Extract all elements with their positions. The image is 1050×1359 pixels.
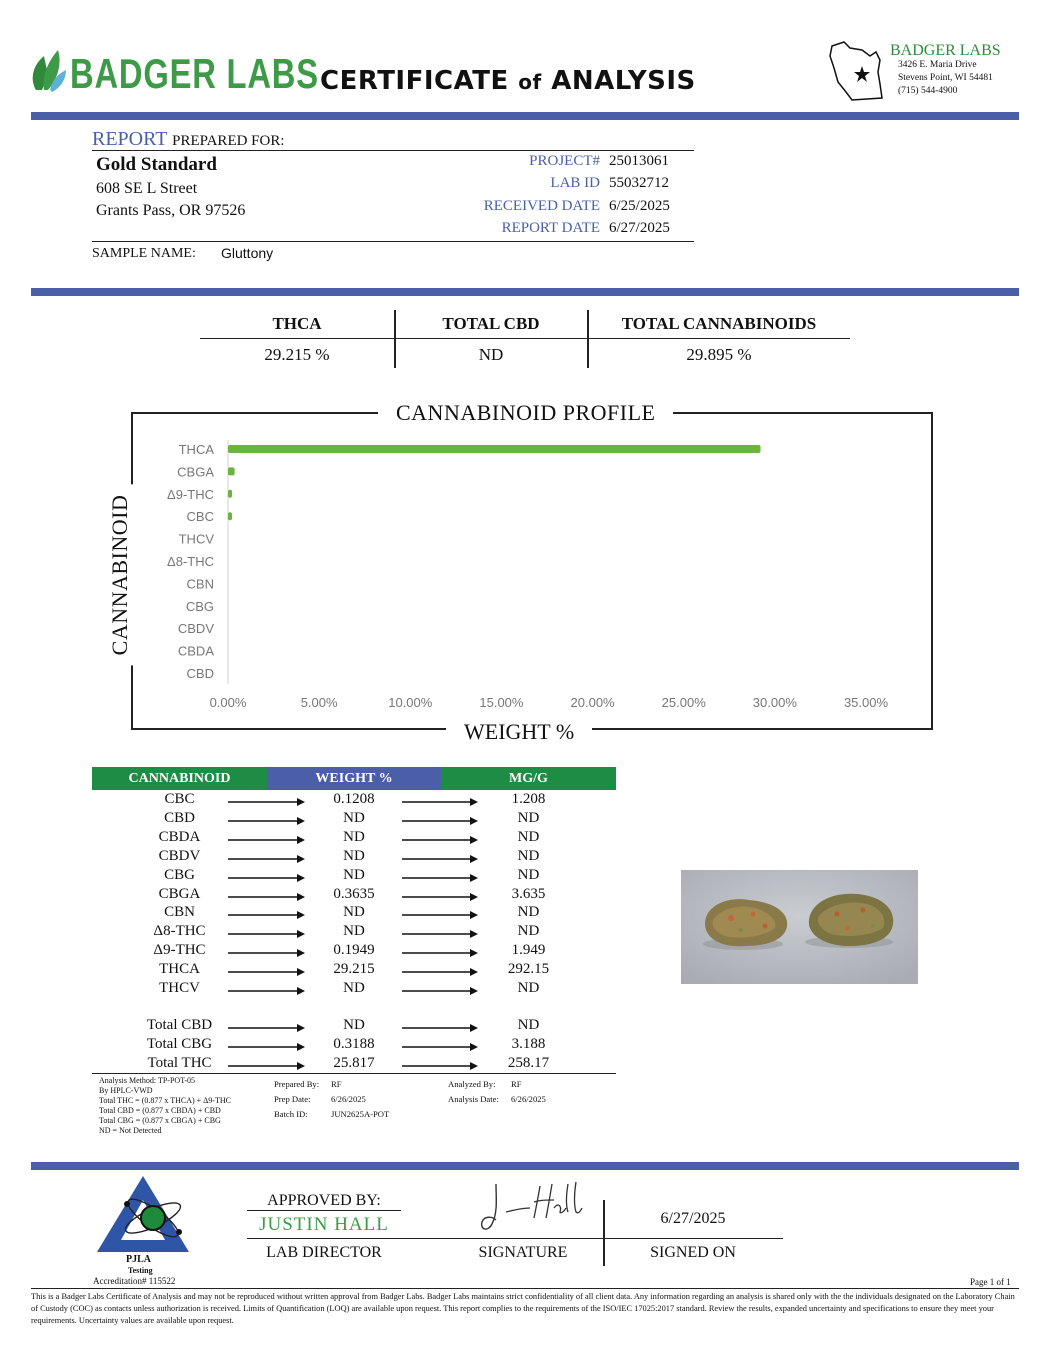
row-arrow-icon — [228, 986, 307, 996]
cell-cannabinoid: CBG — [164, 866, 195, 883]
table-header-weight: WEIGHT % — [267, 767, 441, 790]
row-arrow-icon — [228, 1023, 307, 1033]
cell-cannabinoid: THCA — [159, 961, 200, 978]
cell-cannabinoid: CBGA — [158, 885, 201, 902]
disclaimer-text: This is a Badger Labs Certificate of Analysis and may not be reproduced without written approval from Badger Labs. Badger Labs maintains strict confidentiality of all client data. Any information regarding an analysis is shared only with the the individuals designated on the Laboratory Chain of Custody (COC) as contacts unless authorization is received. Limits of Quantification (LOQ) are available upon request. This report complies to the requirements of the ISO/IEC 17025:2017 standard. Review the results, expanded uncertainty and specifications to ensure they meet your requirements. Uncertainty values are available upon request. — [31, 1292, 1015, 1325]
batch-id-label: Batch ID: — [274, 1109, 308, 1119]
row-arrow-icon — [402, 816, 480, 826]
report-prepared-for-label: REPORT PREPARED FOR: — [92, 128, 285, 150]
total-thc-formula: Total THC = (0.877 x THCA) + Δ9-THC — [99, 1096, 231, 1105]
pjla-testing-label: Testing — [128, 1266, 153, 1275]
report-date-value: 6/27/2025 — [609, 220, 670, 236]
chart-category-label: CBGA — [177, 464, 214, 480]
row-arrow-icon — [228, 816, 307, 826]
cell-weight: 0.1949 — [333, 942, 375, 959]
prepared-by-label: Prepared By: — [274, 1079, 320, 1089]
cell-mgg: ND — [517, 980, 540, 996]
row-arrow-icon — [228, 1061, 307, 1071]
row-arrow-icon — [402, 948, 480, 958]
cell-weight: ND — [343, 809, 365, 826]
cell-cannabinoid: CBC — [164, 791, 195, 807]
chart-bar — [228, 512, 232, 520]
cell-mgg: 292.15 — [507, 961, 550, 978]
signed-on-label: SIGNED ON — [650, 1244, 736, 1261]
lab-phone: (715) 544-4900 — [898, 86, 958, 96]
batch-id-value: JUN2625A-POT — [331, 1109, 390, 1119]
signature-divider — [603, 1200, 605, 1266]
approved-by-label: APPROVED BY: — [267, 1192, 381, 1209]
lab-address-street: 3426 E. Maria Drive — [898, 60, 977, 70]
cell-weight: 0.3188 — [333, 1035, 375, 1052]
row-arrow-icon — [402, 967, 480, 977]
cell-mgg: 1.208 — [511, 791, 546, 807]
chart-x-tick-label: 20.00% — [570, 695, 615, 710]
chart-bar — [228, 445, 761, 453]
document-title: CERTIFICATE of ANALYSIS — [320, 66, 696, 96]
chart-category-label: Δ8-THC — [167, 554, 214, 569]
analysis-labels — [448, 1077, 499, 1107]
chart-x-tick-label: 25.00% — [661, 695, 706, 710]
cell-mgg: ND — [517, 866, 540, 883]
chart-x-tick-label: 5.00% — [300, 695, 338, 710]
chart-category-label: Δ9-THC — [167, 486, 214, 502]
client-city: Grants Pass, OR 97526 — [96, 202, 246, 219]
cell-mgg: 1.949 — [511, 942, 546, 959]
pjla-label: PJLA — [126, 1254, 151, 1265]
prepared-by-value: RF — [331, 1079, 342, 1089]
analyzed-by-label: Analyzed By: — [448, 1079, 496, 1089]
chart-y-axis-label: CANNABINOID — [107, 485, 133, 666]
lab-address-city: Stevens Point, WI 54481 — [898, 73, 993, 83]
brand-name: BADGER LABS — [70, 50, 319, 97]
row-arrow-icon — [402, 835, 480, 845]
cell-cannabinoid: Total THC — [147, 1054, 212, 1071]
row-arrow-icon — [402, 1061, 480, 1071]
footer-rule — [31, 1288, 1019, 1289]
row-arrow-icon — [402, 797, 480, 807]
section-divider-2 — [31, 1162, 1019, 1170]
cell-mgg: 3.188 — [511, 1035, 546, 1052]
chart-category-label: THCV — [178, 531, 214, 547]
row-arrow-icon — [402, 873, 480, 883]
signature-rule — [247, 1238, 783, 1239]
analyzed-by-value: RF — [511, 1079, 522, 1089]
prep-date-value: 6/26/2025 — [331, 1094, 366, 1104]
cell-cannabinoid: Δ8-THC — [153, 923, 206, 940]
lab-id-label: LAB ID — [550, 175, 600, 191]
prep-labels — [274, 1077, 319, 1122]
cell-weight: ND — [343, 847, 365, 864]
cell-weight: 0.3635 — [333, 885, 375, 902]
row-arrow-icon — [228, 929, 307, 939]
sample-name-value: Gluttony — [221, 245, 274, 261]
client-street: 608 SE L Street — [96, 180, 198, 197]
chart-category-label: CBG — [185, 598, 214, 614]
chart-x-axis-label: WEIGHT % — [446, 719, 592, 745]
lab-id-value: 55032712 — [609, 175, 669, 191]
cell-weight: ND — [343, 828, 365, 845]
analysis-date-label: Analysis Date: — [448, 1094, 499, 1104]
received-date-value: 6/25/2025 — [609, 198, 670, 214]
page-number: Page 1 of 1 — [970, 1277, 1011, 1287]
cell-cannabinoid: CBN — [164, 904, 195, 921]
row-arrow-icon — [228, 873, 307, 883]
chart-category-label: CBD — [186, 666, 214, 681]
total-cbd-formula: Total CBD = (0.877 x CBDA) + CBD — [99, 1106, 221, 1115]
report-date-label: REPORT DATE — [501, 220, 600, 236]
row-arrow-icon — [402, 1023, 480, 1033]
cell-cannabinoid: CBDV — [158, 847, 201, 864]
chart-category-label: THCA — [178, 442, 214, 457]
received-date-label: RECEIVED DATE — [483, 198, 600, 214]
table-bottom-rule — [92, 1073, 616, 1074]
cell-cannabinoid: CBDA — [158, 828, 201, 845]
nd-note: ND = Not Detected — [99, 1126, 162, 1135]
sample-name-label: SAMPLE NAME: — [92, 246, 196, 261]
cell-weight: ND — [343, 923, 365, 940]
analysis-by: By HPLC-VWD — [99, 1086, 153, 1095]
chart-x-tick-label: 10.00% — [388, 695, 433, 710]
cell-cannabinoid: Δ9-THC — [153, 942, 206, 959]
total-cbg-formula: Total CBG = (0.877 x CBGA) + CBG — [99, 1116, 221, 1125]
cell-cannabinoid: CBD — [164, 809, 195, 826]
cell-weight: ND — [343, 980, 365, 996]
cell-weight: 25.817 — [333, 1054, 375, 1071]
analysis-notes — [99, 1076, 231, 1136]
chart-x-tick-label: 35.00% — [843, 695, 889, 710]
summary-value-total-cbd: ND — [478, 345, 504, 364]
signature-label: SIGNATURE — [478, 1244, 568, 1261]
cell-mgg: ND — [517, 809, 540, 826]
lab-name: BADGER LABS — [890, 42, 1001, 59]
row-arrow-icon — [228, 835, 307, 845]
row-arrow-icon — [402, 1042, 480, 1052]
row-arrow-icon — [228, 854, 307, 864]
pjla-accreditation-logo-icon — [95, 1174, 191, 1256]
cell-cannabinoid: THCV — [159, 980, 200, 996]
row-arrow-icon — [402, 910, 480, 920]
row-arrow-icon — [228, 1042, 307, 1052]
cell-weight: ND — [343, 1017, 365, 1033]
row-arrow-icon — [402, 854, 480, 864]
cell-weight: ND — [343, 866, 365, 883]
signature-image — [474, 1178, 584, 1236]
cell-mgg: ND — [517, 847, 540, 864]
cell-mgg: ND — [517, 1017, 540, 1033]
cell-cannabinoid: Total CBD — [146, 1017, 213, 1033]
chart-x-tick-label: 0.00% — [209, 695, 247, 710]
chart-category-label: CBC — [186, 509, 214, 525]
cell-weight: 0.1208 — [333, 791, 375, 807]
chart-x-tick-label: 15.00% — [479, 695, 524, 710]
project-value: 25013061 — [609, 153, 669, 169]
cell-weight: ND — [343, 904, 365, 921]
chart-title: CANNABINOID PROFILE — [378, 400, 673, 426]
table-header-cannabinoid: CANNABINOID — [92, 767, 267, 790]
row-arrow-icon — [228, 797, 307, 807]
summary-header-thca: THCA — [272, 314, 322, 333]
summary-header-total-cbd: TOTAL CBD — [442, 314, 540, 333]
prep-date-label: Prep Date: — [274, 1094, 311, 1104]
row-arrow-icon — [402, 986, 480, 996]
approved-by-rule — [247, 1210, 401, 1211]
client-name: Gold Standard — [96, 154, 217, 175]
cell-mgg: ND — [517, 904, 540, 921]
chart-category-label: CBN — [186, 576, 214, 592]
cell-mgg: 258.17 — [507, 1054, 550, 1071]
chart-x-tick-label: 30.00% — [752, 695, 797, 710]
director-name: JUSTIN HALL — [259, 1214, 389, 1235]
cell-cannabinoid: Total CBG — [146, 1035, 213, 1052]
summary-value-thca: 29.215 % — [264, 345, 330, 364]
analysis-values — [511, 1077, 546, 1107]
cell-weight: 29.215 — [333, 961, 375, 978]
chart-bar — [228, 467, 235, 475]
chart-bar — [228, 490, 232, 498]
chart-category-label: CBDA — [177, 643, 214, 659]
project-label: PROJECT# — [529, 153, 600, 169]
summary-value-total-cannabinoids: 29.895 % — [686, 345, 752, 364]
director-title: LAB DIRECTOR — [266, 1244, 382, 1261]
cell-mgg: ND — [517, 923, 540, 940]
row-arrow-icon — [402, 929, 480, 939]
row-arrow-icon — [402, 892, 480, 902]
accreditation-number: Accreditation# 115522 — [93, 1276, 176, 1286]
row-arrow-icon — [228, 967, 307, 977]
sample-photo — [681, 870, 918, 984]
row-arrow-icon — [228, 910, 307, 920]
row-arrow-icon — [228, 948, 307, 958]
row-arrow-icon — [228, 892, 307, 902]
summary-header-total-cannabinoids: TOTAL CANNABINOIDS — [621, 314, 817, 333]
signed-date: 6/27/2025 — [660, 1210, 726, 1227]
table-header-mgg: MG/G — [441, 767, 616, 790]
prep-values — [331, 1077, 389, 1122]
analysis-method: Analysis Method: TP-POT-05 — [99, 1076, 196, 1085]
cell-mgg: 3.635 — [511, 885, 546, 902]
cell-mgg: ND — [517, 828, 540, 845]
analysis-date-value: 6/26/2025 — [511, 1094, 546, 1104]
chart-category-label: CBDV — [177, 621, 214, 637]
